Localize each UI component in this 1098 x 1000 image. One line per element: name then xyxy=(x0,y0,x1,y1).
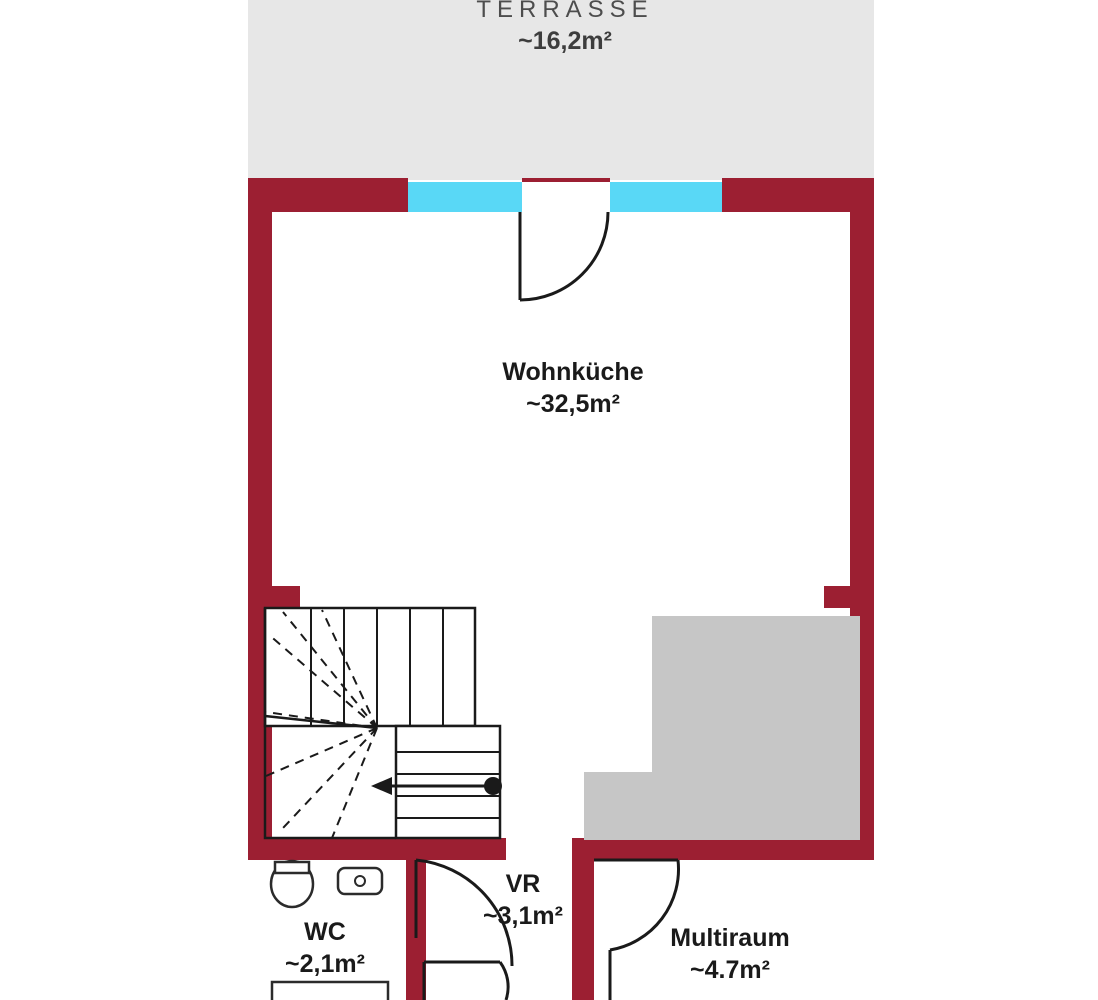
wall-top-middle-pier xyxy=(522,178,610,182)
wall-interior-horizontal-right xyxy=(572,838,874,860)
wohnkueche-name: Wohnküche xyxy=(502,358,644,386)
multiraum-area: ~4.7m² xyxy=(690,956,770,984)
wc-area: ~2,1m² xyxy=(285,950,365,978)
wall-interior-horizontal-left xyxy=(248,838,506,860)
multiraum-name: Multiraum xyxy=(670,924,790,952)
door-swing-entrance xyxy=(520,212,608,300)
terrace-area-value: ~16,2m² xyxy=(518,27,612,56)
terrace-label xyxy=(415,0,715,58)
wall-left-exterior xyxy=(248,178,272,860)
wall-nib-left xyxy=(272,586,300,608)
wall-nib-right xyxy=(824,586,850,608)
wohnkueche-area: ~32,5m² xyxy=(526,390,620,418)
terrace-name: TERRASSE xyxy=(476,0,654,23)
room-label-multiraum xyxy=(580,922,880,986)
window-top-right xyxy=(610,182,722,212)
kitchen-counter-notch xyxy=(802,616,860,840)
staircase xyxy=(265,608,502,838)
room-label-wohnkueche xyxy=(423,356,723,420)
window-top-left xyxy=(408,182,522,212)
vr-area: ~3,1m² xyxy=(483,902,563,930)
wall-top-left xyxy=(248,178,408,212)
stair-arrow-up-icon xyxy=(371,777,502,795)
wc-shower-icon xyxy=(272,982,388,1000)
wc-sink-icon xyxy=(338,868,382,894)
wc-toilet-icon xyxy=(271,861,313,907)
vr-name: VR xyxy=(505,870,541,898)
wc-name: WC xyxy=(304,918,346,946)
